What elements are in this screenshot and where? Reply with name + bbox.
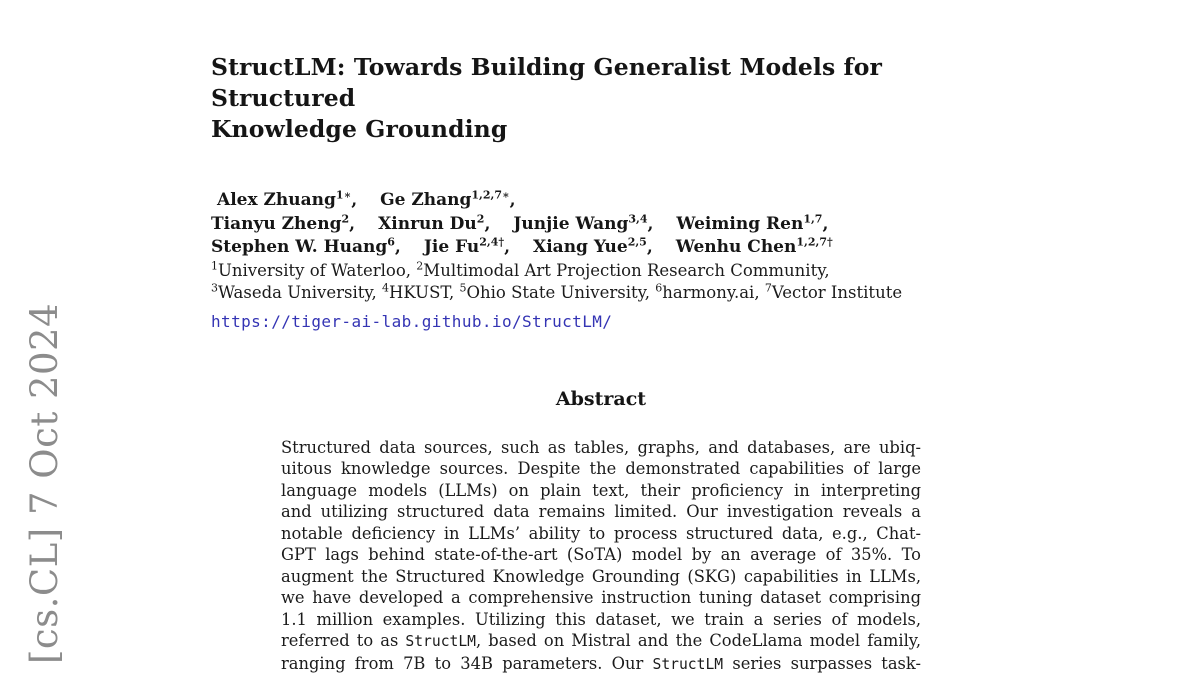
abstract-line <box>281 587 921 609</box>
author-line <box>211 189 1001 213</box>
author-name: Wenhu Chen <box>675 237 797 257</box>
abstract-text: ranging from 7B to 34B parameters. Our <box>281 653 653 673</box>
author-line <box>211 213 1001 237</box>
author-name: Alex Zhuang <box>217 190 336 210</box>
author-superscript: 1∗ <box>335 188 352 202</box>
author-superscript: 2,5 <box>627 235 647 249</box>
affiliation-line <box>211 282 1001 305</box>
abstract-text: Structured data sources, such as tables, graphs, and databases, are ubiq- <box>281 437 921 457</box>
author <box>533 237 653 257</box>
affiliation-superscript: 7 <box>764 281 772 295</box>
author-name: Weiming Ren <box>676 213 804 234</box>
abstract-text: 1.1 million examples. Utilizing this dataset, we train a series of models, <box>281 609 921 629</box>
author <box>378 211 491 234</box>
abstract-line <box>281 609 921 631</box>
author <box>211 237 401 257</box>
author-line <box>211 236 1001 260</box>
abstract-section <box>281 387 921 676</box>
abstract-text-mono: StructLM <box>652 655 724 673</box>
affiliation-name: Ohio State University, <box>466 283 656 302</box>
abstract-text: notable deficiency in LLMs’ ability to process structured data, e.g., Chat- <box>281 523 921 543</box>
abstract-body <box>281 437 921 676</box>
affiliation-name: Vector Institute <box>771 283 903 302</box>
author <box>380 190 515 210</box>
author <box>676 237 833 257</box>
abstract-text: series surpasses task- <box>723 653 921 673</box>
affiliations-block <box>211 260 1001 305</box>
author-name: Junjie Wang <box>513 213 629 234</box>
affiliation-superscript: 5 <box>459 281 467 295</box>
author-name: Stephen W. Huang <box>211 237 388 257</box>
author-superscript: 2,4† <box>479 235 505 249</box>
project-link[interactable]: https://tiger-ai-lab.github.io/StructLM/ <box>211 311 613 331</box>
paper-title-line2: Knowledge Grounding <box>211 115 508 143</box>
author-name: Tianyu Zheng <box>211 213 342 234</box>
affiliation-name: harmony.ai, <box>662 283 765 302</box>
author-name: Xiang Yue <box>533 237 628 257</box>
author-superscript: 1,2,7∗ <box>471 188 510 202</box>
author-name: Ge Zhang <box>380 190 472 210</box>
abstract-text: augment the Structured Knowledge Grounding (SKG) capabilities in LLMs, <box>281 566 921 586</box>
paper-content <box>211 52 1001 676</box>
affiliation-superscript: 4 <box>382 281 390 295</box>
abstract-text: and utilizing structured data remains limited. Our investigation reveals a <box>281 502 921 522</box>
author-superscript: 2 <box>476 211 485 225</box>
abstract-text: referred to as <box>281 631 406 651</box>
abstract-line <box>281 458 921 480</box>
author-separator: , <box>504 237 511 257</box>
affiliation-name: University of Waterloo, <box>218 260 417 280</box>
author-superscript: 6 <box>387 235 395 249</box>
abstract-line <box>281 437 921 459</box>
abstract-line <box>281 480 921 502</box>
affiliation-line <box>211 260 1001 283</box>
authors-block <box>211 189 1001 260</box>
abstract-text-mono: StructLM <box>405 633 476 651</box>
author-separator: , <box>484 213 491 234</box>
affiliation-superscript: 2 <box>416 259 424 272</box>
author-separator: , <box>647 213 654 234</box>
abstract-line <box>281 653 921 676</box>
abstract-text: , based on Mistral and the CodeLlama model family, <box>476 631 921 651</box>
abstract-line <box>281 523 921 545</box>
affiliation-name: Multimodal Art Projection Research Community, <box>423 260 830 280</box>
author <box>211 211 356 234</box>
author-superscript: 2 <box>341 211 350 225</box>
author-separator: , <box>349 213 356 234</box>
author-separator: , <box>509 190 516 210</box>
paper-title <box>211 52 1001 145</box>
affiliation-superscript: 3 <box>211 281 218 295</box>
abstract-text: language models (LLMs) on plain text, their proficiency in interpreting <box>281 480 921 500</box>
author <box>513 211 654 234</box>
arxiv-watermark: [cs.CL] 7 Oct 2024 <box>23 302 66 664</box>
author-separator: , <box>822 213 829 234</box>
abstract-line <box>281 501 921 523</box>
abstract-text: we have developed a comprehensive instruction tuning dataset comprising <box>281 588 921 608</box>
affiliation-superscript: 1 <box>211 259 218 272</box>
author-separator: , <box>646 237 653 257</box>
author-superscript: 1,2,7† <box>796 235 833 249</box>
affiliation-name: Waseda University, <box>218 283 383 302</box>
author-name: Jie Fu <box>423 237 480 257</box>
paper-title-line1: StructLM: Towards Building Generalist Models for Structured <box>211 53 883 112</box>
author <box>424 237 510 257</box>
abstract-line <box>281 544 921 566</box>
abstract-line <box>281 566 921 588</box>
abstract-text: GPT lags behind state-of-the-art (SoTA) model by an average of 35%. To <box>281 545 921 565</box>
abstract-heading: Abstract <box>555 387 647 410</box>
author <box>676 211 829 234</box>
project-link-row <box>211 312 1001 331</box>
author-separator: , <box>394 237 401 257</box>
author-separator: , <box>351 190 358 210</box>
affiliation-name: HKUST, <box>389 283 460 302</box>
author-superscript: 1,7 <box>803 211 823 225</box>
author-superscript: 3,4 <box>628 211 648 225</box>
abstract-text: uitous knowledge sources. Despite the demonstrated capabilities of large <box>281 459 921 479</box>
author-name: Xinrun Du <box>378 213 477 234</box>
affiliation-superscript: 6 <box>655 281 663 295</box>
abstract-line <box>281 630 921 653</box>
author <box>217 190 357 210</box>
